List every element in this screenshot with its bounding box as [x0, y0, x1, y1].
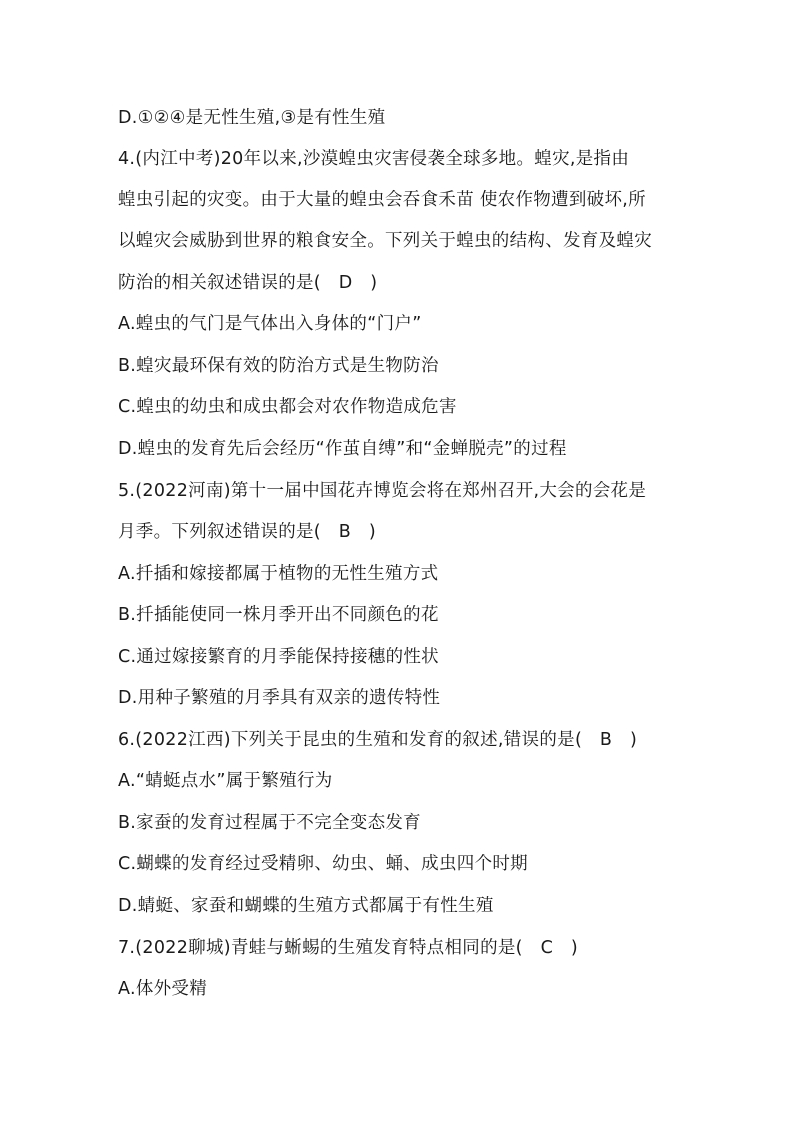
question-4-option-d: D.蝗虫的发育先后会经历“作茧自缚”和“金蝉脱壳”的过程: [118, 439, 567, 459]
question-6-stem: 6.(2022江西)下列关于昆虫的生殖和发育的叙述,错误的是( B ): [118, 730, 638, 750]
question-4-option-c: C.蝗虫的幼虫和成虫都会对农作物造成危害: [118, 397, 457, 417]
question-7-stem: 7.(2022聊城)青蛙与蜥蜴的生殖发育特点相同的是( C ): [118, 938, 579, 958]
question-4-line-3: 以蝗灾会威胁到世界的粮食安全。下列关于蝗虫的结构、发育及蝗灾: [118, 231, 652, 251]
question-5-line-1: 5.(2022河南)第十一届中国花卉博览会将在郑州召开,大会的会花是: [118, 481, 647, 501]
question-5-option-d: D.用种子繁殖的月季具有双亲的遗传特性: [118, 688, 441, 708]
question-6-option-b: B.家蚕的发育过程属于不完全变态发育: [118, 813, 421, 833]
question-6-option-d: D.蜻蜓、家蚕和蝴蝶的生殖方式都属于有性生殖: [118, 896, 494, 916]
question-7-option-a: A.体外受精: [118, 979, 208, 999]
question-4-option-b: B.蝗灾最环保有效的防治方式是生物防治: [118, 356, 439, 376]
question-4-line-1: 4.(内江中考)20年以来,沙漠蝗虫灾害侵袭全球多地。蝗灾,是指由: [118, 149, 630, 169]
question-6-option-a: A.“蜻蜓点水”属于繁殖行为: [118, 771, 333, 791]
question-6-option-c: C.蝴蝶的发育经过受精卵、幼虫、蛹、成虫四个时期: [118, 854, 528, 874]
option-3d-line: D.①②④是无性生殖,③是有性生殖: [118, 108, 386, 128]
question-5-option-b: B.扦插能使同一株月季开出不同颜色的花: [118, 605, 439, 625]
question-4-line-4: 防治的相关叙述错误的是( D ): [118, 273, 378, 293]
question-4-line-2: 蝗虫引起的灾变。由于大量的蝗虫会吞食禾苗 使农作物遭到破坏,所: [118, 190, 646, 210]
question-5-option-c: C.通过嫁接繁育的月季能保持接穗的性状: [118, 647, 439, 667]
question-5-option-a: A.扦插和嫁接都属于植物的无性生殖方式: [118, 564, 439, 584]
question-4-option-a: A.蝗虫的气门是气体出入身体的“门户”: [118, 314, 422, 334]
question-5-line-2: 月季。下列叙述错误的是( B ): [118, 522, 376, 542]
